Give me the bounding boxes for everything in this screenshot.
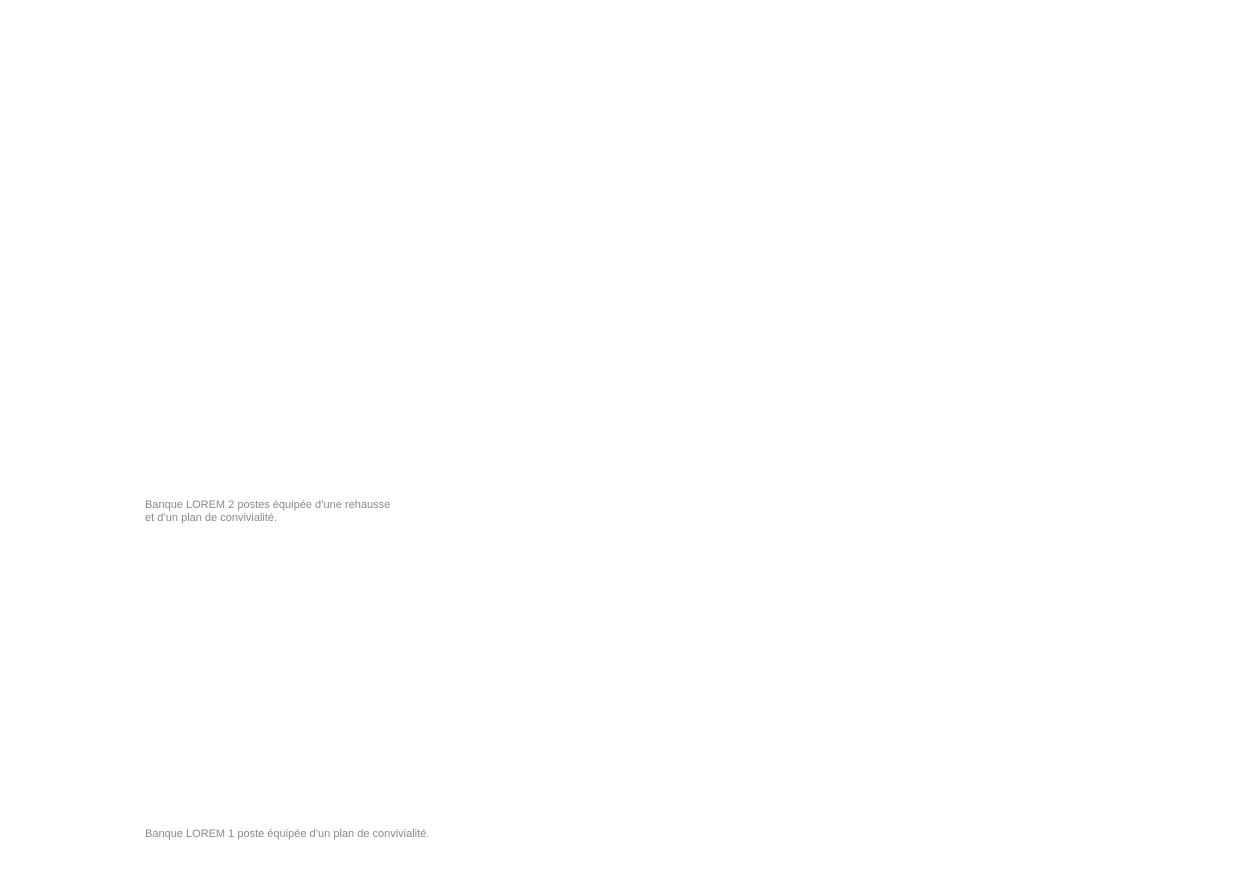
caption-line: Banque LOREM 1 poste équipée d’un plan de convivialité. — [145, 828, 430, 840]
caption-line: et d’un plan de convivialité. — [145, 512, 278, 524]
product-caption-lorem-2-postes — [145, 499, 390, 525]
caption-line: Banque LOREM 2 postes équipée d’une rehausse — [145, 499, 391, 511]
product-caption-lorem-1-poste — [145, 828, 429, 841]
